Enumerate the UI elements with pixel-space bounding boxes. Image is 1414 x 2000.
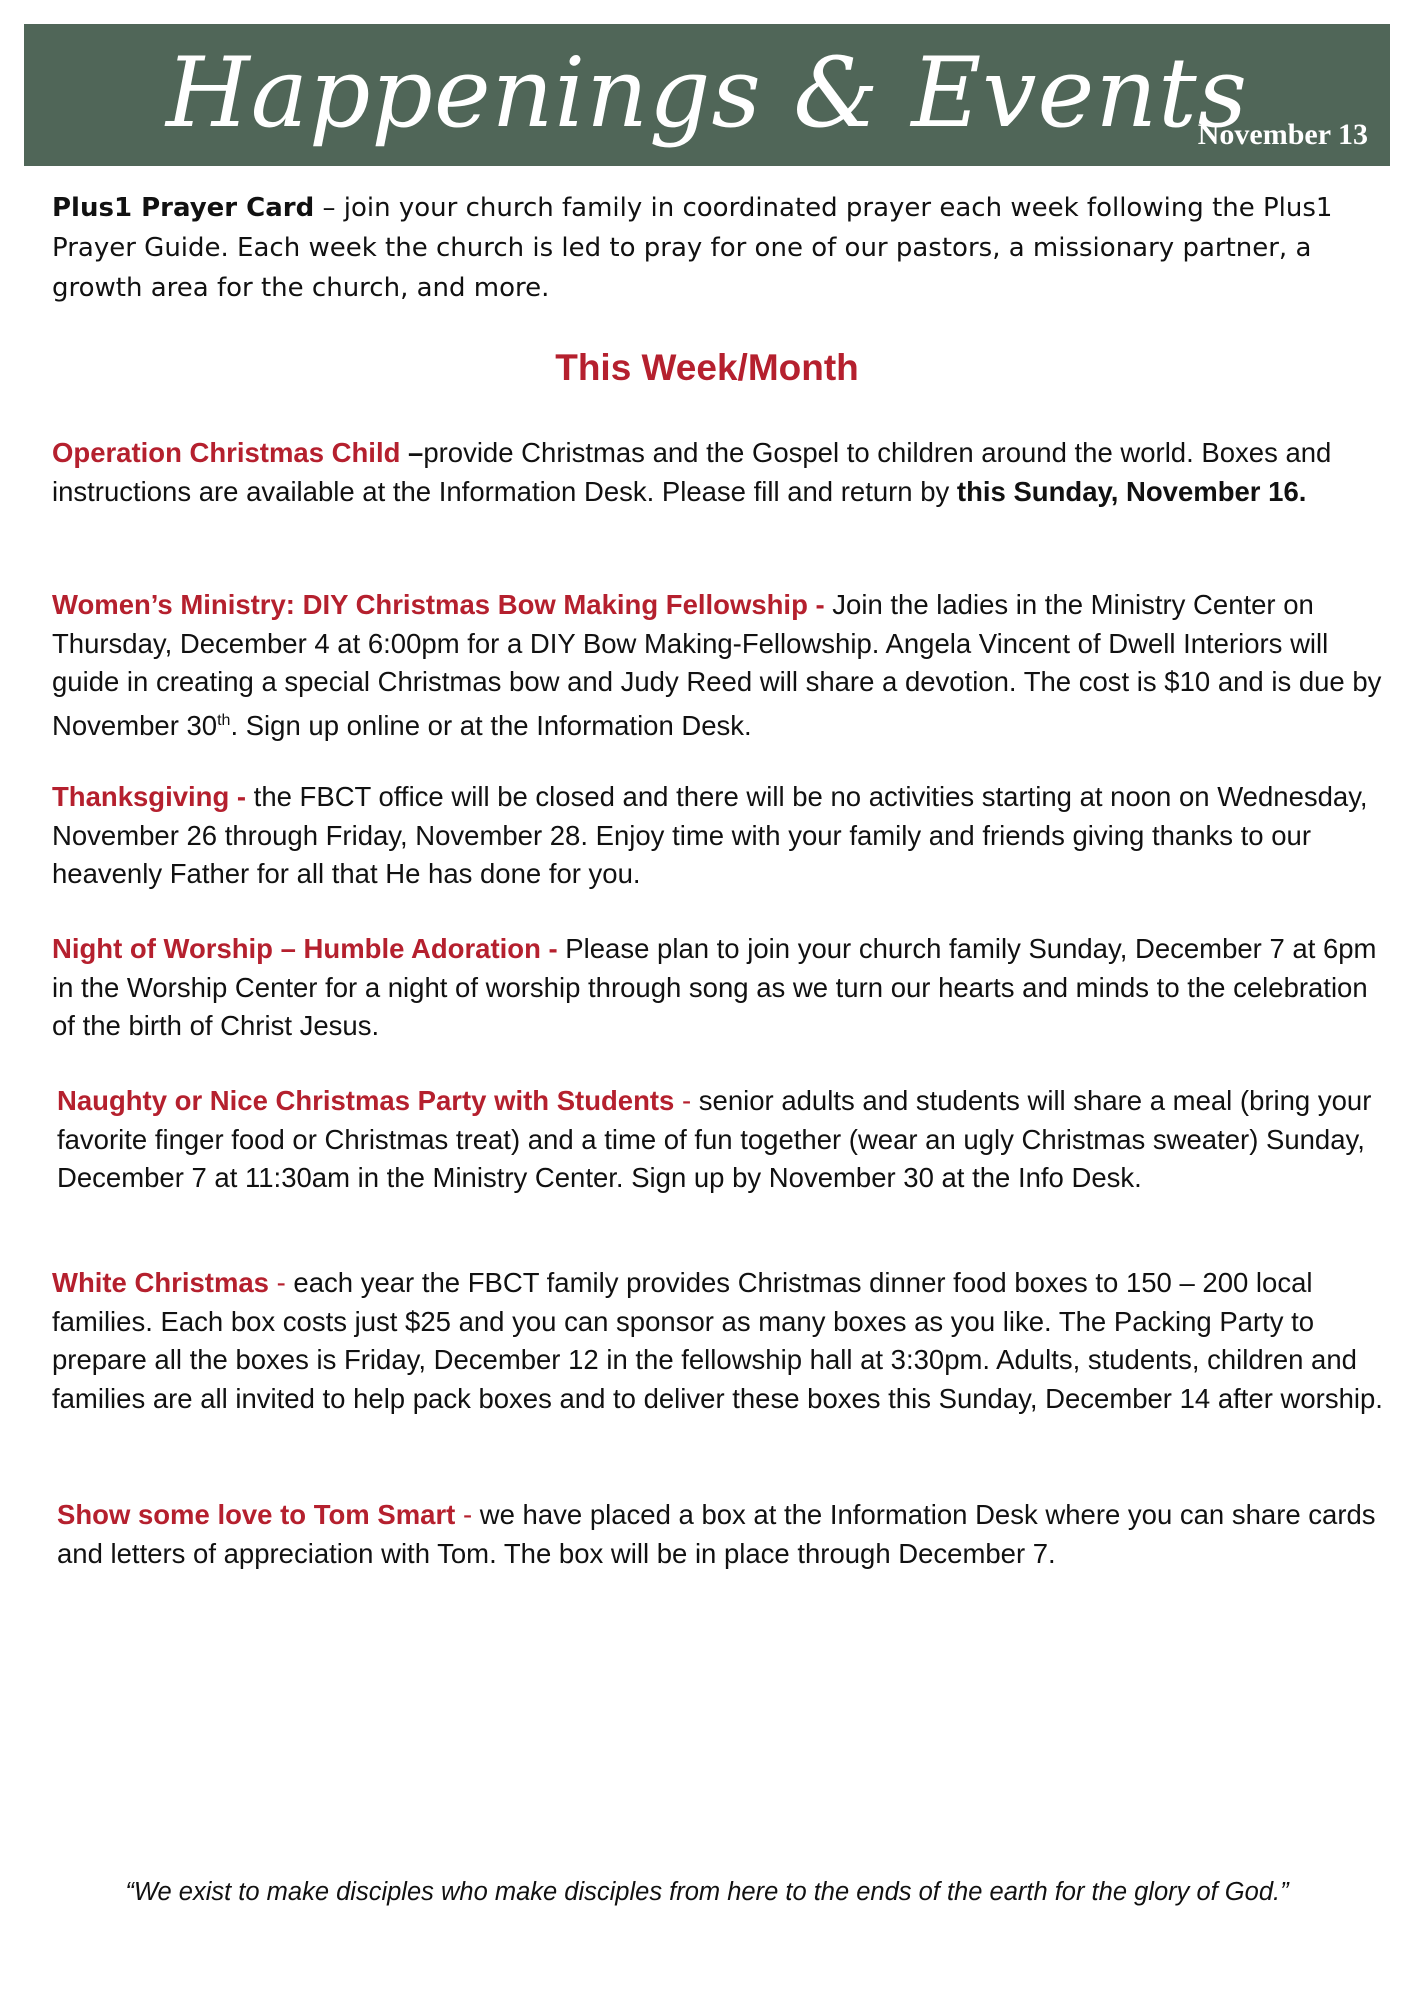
event-title: Naughty or Nice Christmas Party with Students — [57, 1085, 675, 1116]
event-naughty-or-nice — [57, 1082, 1377, 1198]
intro-text: – join your church family in coordinated prayer each week following the Plus1 Prayer Guide. Each week the church is led to pray for one of our pastors, a missionary partner, a growth area for the church, and more. — [52, 193, 1333, 303]
event-separator: – — [408, 437, 424, 468]
event-title: Night of Worship – Humble Adoration - — [52, 933, 558, 964]
event-text: the FBCT office will be closed and there will be no activities starting at noon on Wednesday, November 26 through Friday, November 28. Enjoy time with your family and friends giving thanks to our heavenly Father for all that He has done for you. — [52, 781, 1368, 889]
event-text: provide Christmas and the Gospel to children around the world. Boxes and instructions are available at the Information Desk. Please fill and return by — [52, 437, 1332, 507]
event-text-after: . Sign up online or at the Information Desk. — [230, 709, 752, 741]
event-separator: - — [674, 1085, 692, 1116]
page-title: Happenings & Events — [165, 37, 1249, 149]
event-separator: - — [268, 1267, 286, 1298]
event-white-christmas — [52, 1264, 1387, 1418]
event-text: each year the FBCT family provides Christmas dinner food boxes to 150 – 200 local families. Each box costs just $25 and you can sponsor as many boxes as you like. The Packing Party to prepare all the boxes is Friday, December 12 in the fellowship hall at 3:30pm. Adults, students, children and families are all invited to help pack boxes and to deliver these boxes this Sunday, December 14 after worship. — [52, 1267, 1383, 1414]
event-title: Thanksgiving - — [52, 781, 247, 812]
section-heading: This Week/Month — [555, 347, 859, 388]
intro-title: Plus1 Prayer Card — [52, 193, 315, 223]
header-date: November 13 — [1197, 118, 1368, 151]
event-title: Show some love to Tom Smart — [57, 1499, 456, 1530]
event-separator: - — [455, 1499, 473, 1530]
header-banner — [24, 24, 1390, 166]
event-title: Operation Christmas Child — [52, 437, 409, 468]
footer-quote: “We exist to make disciples who make disciples from here to the ends of the earth for the glory of God.” — [125, 1878, 1289, 1906]
event-text: senior adults and students will share a meal (bring your favorite finger food or Christmas treat) and a time of fun together (wear an ugly Christmas sweater) Sunday, December 7 at 11:30am in the Ministry Center. Sign up by November 30 at the Info Desk. — [57, 1085, 1372, 1193]
event-tom-smart — [57, 1496, 1377, 1573]
event-deadline: this Sunday, November 16. — [956, 475, 1307, 507]
intro-paragraph — [52, 188, 1372, 308]
event-text: Join the ladies in the Ministry Center on Thursday, December 4 at 6:00pm for a DIY Bow Making-Fellowship. Angela Vincent of Dwell Interiors will guide in creating a special Christmas bow and Judy Reed will share a devotion. The cost is $10 and is due by November 30 — [52, 589, 1382, 741]
event-womens-ministry — [52, 586, 1382, 745]
event-operation-christmas-child — [52, 434, 1382, 511]
event-night-of-worship — [52, 930, 1387, 1046]
event-superscript: th — [217, 711, 231, 729]
event-thanksgiving — [52, 778, 1382, 894]
event-title: White Christmas — [52, 1267, 269, 1298]
event-title: Women’s Ministry: DIY Christmas Bow Making Fellowship - — [52, 589, 825, 620]
event-text: Please plan to join your church family Sunday, December 7 at 6pm in the Worship Center for a night of worship through song as we turn our hearts and minds to the celebration of the birth of Christ Jesus. — [52, 933, 1377, 1041]
event-text: we have placed a box at the Information Desk where you can share cards and letters of appreciation with Tom. The box will be in place through December 7. — [57, 1499, 1376, 1569]
